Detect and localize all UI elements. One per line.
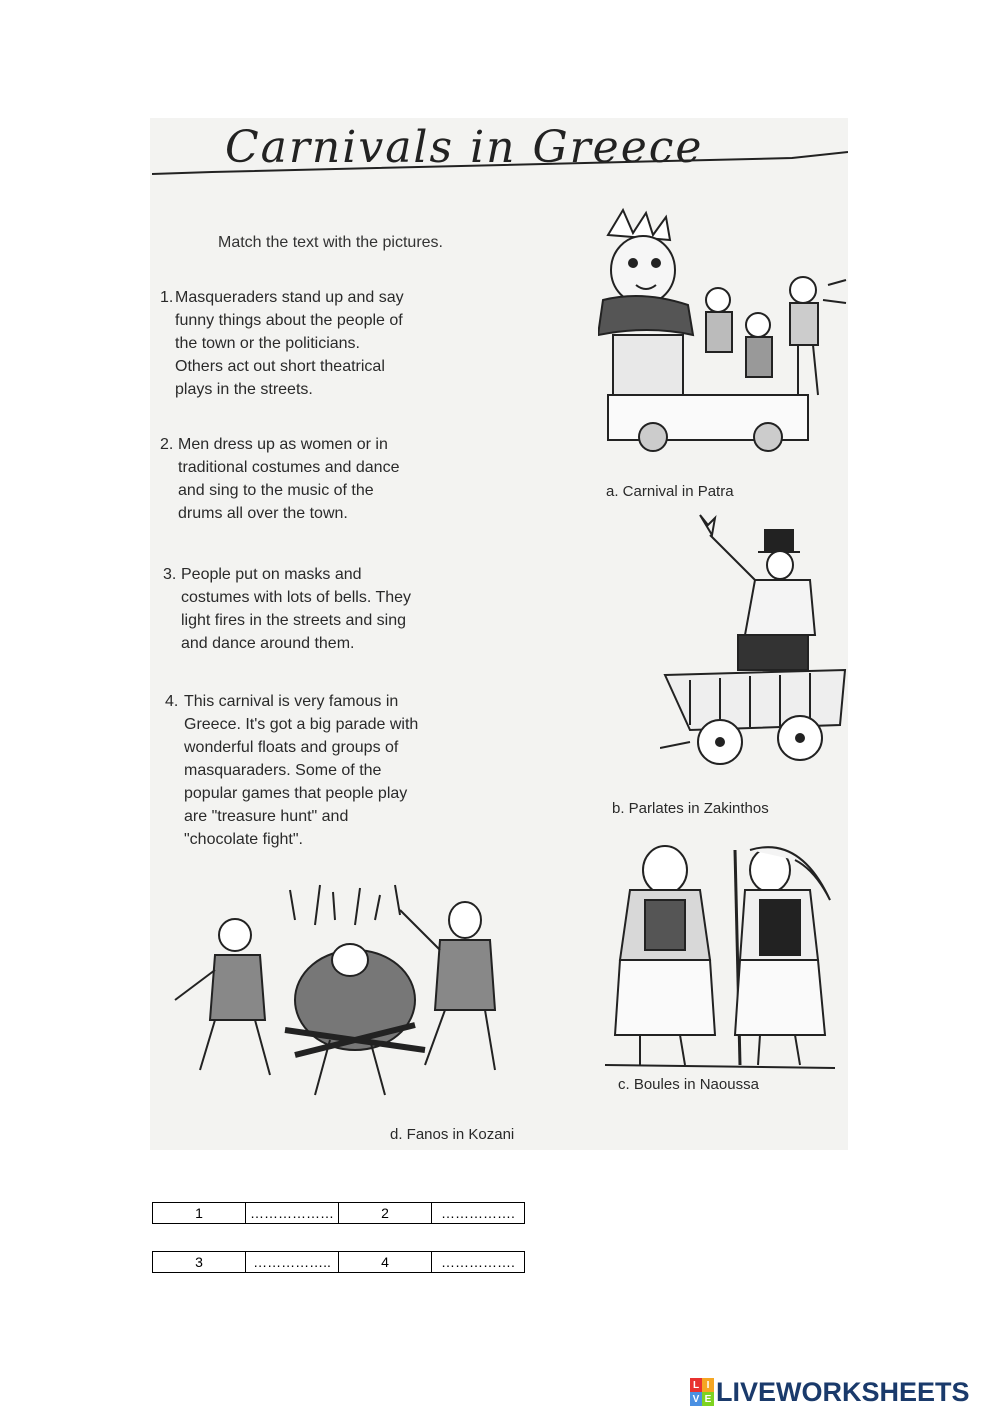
answer-number: 1 [153, 1203, 246, 1224]
item-line: Men dress up as women or in [178, 436, 388, 453]
answer-table-row-2 [152, 1251, 525, 1273]
answer-number: 3 [153, 1252, 246, 1273]
answer-number: 2 [339, 1203, 432, 1224]
liveworksheets-logo [690, 1376, 970, 1408]
item-line: wonderful floats and groups of [184, 739, 399, 756]
item-1 [160, 286, 485, 401]
item-line: the town or the politicians. [175, 335, 360, 352]
caption-d: d. Fanos in Kozani [390, 1126, 515, 1143]
item-line: costumes with lots of bells. They [181, 589, 412, 606]
item-line: Greece. It's got a big parade with [184, 716, 419, 733]
caption-b: b. Parlates in Zakinthos [612, 800, 769, 817]
item-line: drums all over the town. [178, 505, 348, 522]
logo-text: LIVEWORKSHEETS [716, 1376, 970, 1407]
cart-man-illustration [660, 510, 850, 780]
answer-table-row-1 [152, 1202, 525, 1224]
item-line: masquaraders. Some of the [184, 762, 382, 779]
item-line: popular games that people play [184, 785, 408, 802]
carnival-king-illustration [598, 205, 848, 460]
item-line: traditional costumes and dance [178, 459, 400, 476]
masked-figures-illustration [600, 840, 840, 1075]
item-line: "chocolate fight". [184, 831, 303, 848]
bonfire-dance-illustration [155, 880, 535, 1120]
item-number: 4. [165, 693, 179, 710]
item-line: This carnival is very famous in [184, 693, 399, 710]
item-number: 1. [160, 289, 174, 306]
item-line: funny things about the people of [175, 312, 403, 329]
item-4 [165, 690, 494, 851]
item-line: Others act out short theatrical [175, 358, 385, 375]
item-2 [160, 433, 488, 525]
item-line: and dance around them. [181, 635, 355, 652]
item-line: are "treasure hunt" and [184, 808, 349, 825]
item-line: and sing to the music of the [178, 482, 374, 499]
item-line: Masqueraders stand up and say [175, 289, 404, 306]
answer-blank[interactable]: ……………… [246, 1203, 339, 1224]
caption-a: a. Carnival in Patra [606, 483, 734, 500]
item-number: 2. [160, 436, 174, 453]
instruction-text: Match the text with the pictures. [218, 234, 443, 251]
item-line: People put on masks and [181, 566, 362, 583]
caption-c: c. Boules in Naoussa [618, 1076, 759, 1093]
answer-blank[interactable]: …………….. [246, 1252, 339, 1273]
item-3 [163, 563, 491, 655]
item-number: 3. [163, 566, 177, 583]
answer-blank[interactable]: ……………. [432, 1203, 525, 1224]
item-line: light fires in the streets and sing [181, 612, 407, 629]
worksheet-title: Carnivals in Greece [225, 122, 704, 173]
item-line: plays in the streets. [175, 381, 313, 398]
answer-blank[interactable]: ……………. [432, 1252, 525, 1273]
answer-number: 4 [339, 1252, 432, 1273]
logo-badge-icon: L I V E [690, 1378, 714, 1406]
